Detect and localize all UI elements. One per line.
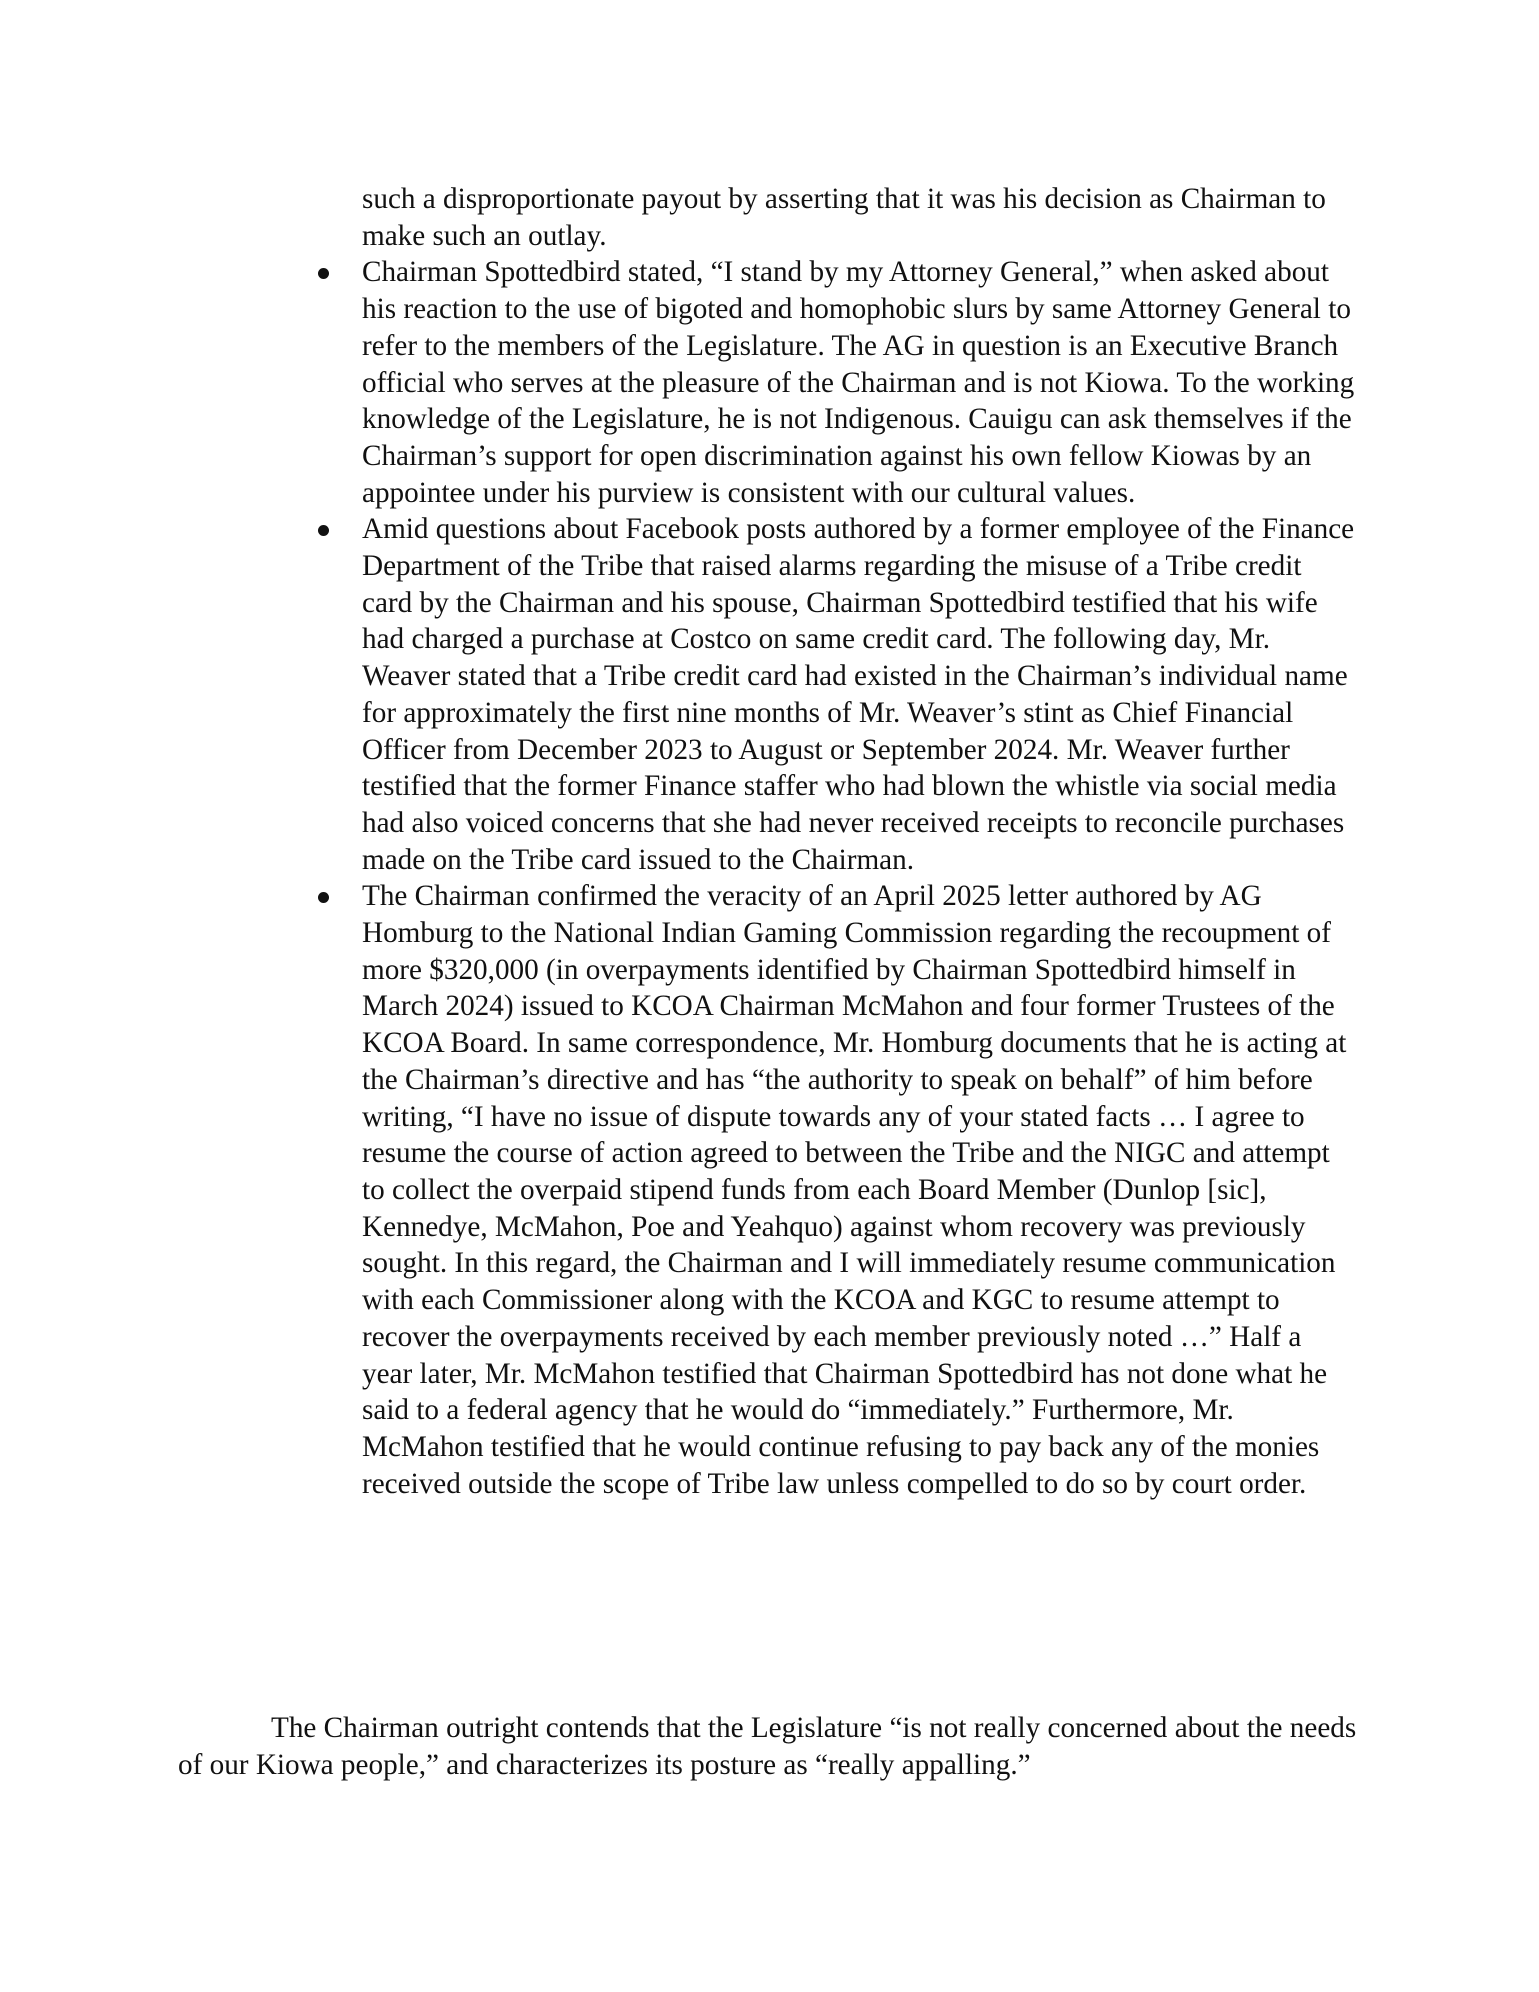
continuation-text-content: such a disproportionate payout by asserting that it was his decision as Chairman to make such an outlay. — [362, 183, 1326, 252]
bullet-item — [362, 878, 1357, 1502]
bullet-text: Chairman Spottedbird stated, “I stand by my Attorney General,” when asked about his reaction to the use of bigoted and homophobic slurs by same Attorney General to refer to the members of the Legislature. The AG in question is an Executive Branch official who serves at the pleasure of the Chairman and is not Kiowa. To the working knowledge of the Legislature, he is not Indigenous. Cauigu can ask themselves if the Chairman’s support for open discrimination against his own fellow Kiowas by an appointee under his purview is consistent with our cultural values. — [362, 256, 1355, 509]
bullet-text: The Chairman confirmed the veracity of an April 2025 letter authored by AG Homburg to the National Indian Gaming Commission regarding the recoupment of more $320,000 (in overpayments identified by Chairman Spottedbird himself in March 2024) issued to KCOA Chairman McMahon and four former Trustees of the KCOA Board. In same correspondence, Mr. Homburg documents that he is acting at the Chairman’s directive and has “the authority to speak on behalf” of him before writing, “I have no issue of dispute towards any of your stated facts … I agree to resume the course of action agreed to between the Tribe and the NIGC and attempt to collect the overpaid stipend funds from each Board Member (Dunlop [sic], Kennedye, McMahon, Poe and Yeahquo) against whom recovery was previously sought. In this regard, the Chairman and I will immediately resume communication with each Commissioner along with the KCOA and KGC to resume attempt to recover the overpayments received by each member previously noted …” Half a year later, Mr. McMahon testified that Chairman Spottedbird has not done what he said to a federal agency that he would do “immediately.” Furthermore, Mr. McMahon testified that he would continue refusing to pay back any of the monies received outside the scope of Tribe law unless compelled to do so by court order. — [362, 880, 1347, 1500]
continuation-text — [362, 181, 1357, 254]
bullet-item — [362, 511, 1357, 878]
bullet-item — [362, 254, 1357, 511]
bullet-icon — [318, 892, 329, 903]
bullet-list — [362, 181, 1357, 1502]
bullet-icon — [318, 268, 329, 279]
closing-paragraph: The Chairman outright contends that the Legislature “is not really concerned about the needs of our Kiowa people,” and characterizes its posture as “really appalling.” — [178, 1712, 1357, 1781]
bullet-text: Amid questions about Facebook posts authored by a former employee of the Finance Department of the Tribe that raised alarms regarding the misuse of a Tribe credit card by the Chairman and his spouse, Chairman Spottedbird testified that his wife had charged a purchase at Costco on same credit card. The following day, Mr. Weaver stated that a Tribe credit card had existed in the Chairman’s individual name for approximately the first nine months of Mr. Weaver’s stint as Chief Financial Officer from December 2023 to August or September 2024. Mr. Weaver further testified that the former Finance staffer who had blown the whistle via social media had also voiced concerns that she had never received receipts to reconcile purchases made on the Tribe card issued to the Chairman. — [362, 513, 1355, 876]
bullet-icon — [318, 525, 329, 536]
